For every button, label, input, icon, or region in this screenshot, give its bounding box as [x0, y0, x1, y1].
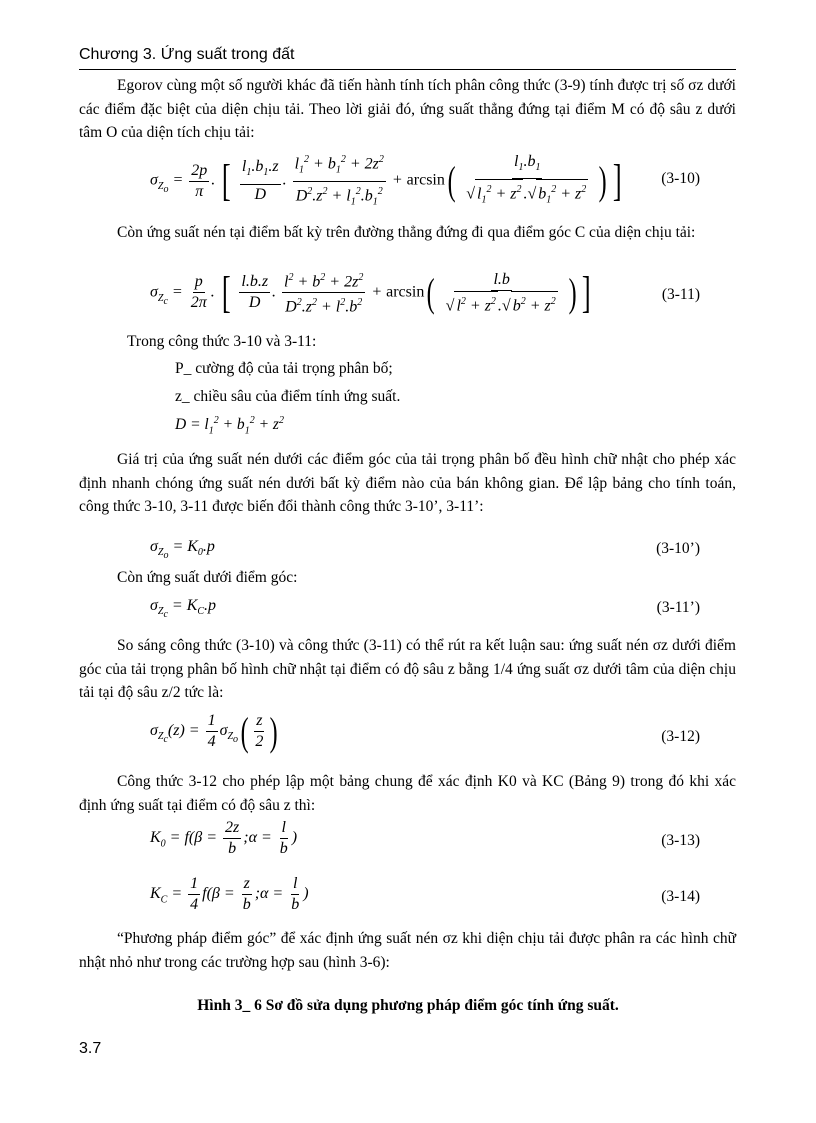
paragraph-8: “Phương pháp điểm góc” để xác định ứng suất nén σz khi diện chịu tải được phân ra các hình chữ nhật nhỏ như trong các trường hợp sau (hình 3-6): [79, 930, 736, 971]
list-item-z: z_ chiều sâu của điểm tính ứng suất. [175, 388, 401, 405]
chapter-header: Chương 3. Ứng suất trong đất [79, 46, 295, 63]
paragraph-1: Egorov cùng một số người khác đã tiến hành tính tích phân công thức (3-9) tính được trị số σz dưới các điểm đặc biệt của diện chịu tải. Theo lời giải đó, ứng suất thẳng đứng tại điểm M có độ sâu z dưới tâm O của diện tích chịu tải: [79, 77, 736, 141]
equation-D: $D = l_1^2 + b_1^2 + z^2$ [175, 415, 284, 437]
figure-caption: Hình 3_ 6 Sơ đồ sửa dụng phương pháp điểm góc tính ứng suất. [197, 997, 619, 1014]
equation-number-3-12: (3-12) [661, 728, 700, 745]
equation-number-3-11: (3-11) [661, 286, 700, 303]
equation-3-10: $\sigma_{Z_o}$ = $\frac{2p}{\pi}$ . [ $\frac{l_1.b_1.z}{D}$ . $\frac{l_1^2 + b_1^2 + 2z^2}{D^2.z^2 + l_1^2.b_1^2}$ + arcsin( $\frac{l_1.b_1}{√ l_1^2 + z^2 .√ b_1^2 + z^2}$ ) ] [150, 150, 710, 210]
equation-3-10-prime: $\sigma_{Z_o} = K_0.p$ [150, 538, 215, 562]
equation-3-14: $K_C$ = $\frac{1}{4}$ f(β = $\frac{z}{b}$ ;α = $\frac{l}{b}$ ) [150, 875, 309, 913]
paragraph-7: Công thức 3-12 cho phép lập một bảng chung để xác định K0 và KC (Bảng 9) trong đó khi xác định ứng suất tại điểm có độ sâu z thì: [79, 773, 736, 814]
equation-3-11-prime: $\sigma_{Z_c} = K_C.p$ [150, 597, 217, 621]
page-number: 3.7 [79, 1040, 102, 1057]
equation-3-12: $\sigma_{Z_c}(z)$ = $\frac{1}{4}$ $\sigma_{Z_o}$( $\frac{z}{2}$ ) [150, 708, 279, 754]
paragraph-2: Còn ứng suất nén tại điểm bất kỳ trên đường thẳng đứng đi qua điểm góc C của diện chịu tải: [117, 224, 696, 241]
equation-number-3-13: (3-13) [661, 832, 700, 849]
equation-number-3-11-prime: (3-11’) [656, 599, 700, 616]
list-item-p: P_ cường độ của tải trọng phân bố; [175, 360, 393, 377]
header-rule [79, 69, 736, 70]
equation-number-3-10: (3-10) [661, 170, 700, 187]
paragraph-4: Giá trị của ứng suất nén dưới các điểm góc của tải trọng phân bố đều hình chữ nhật cho phép xác định nhanh chóng ứng suất nén dưới bất kỳ điểm nào của bán không gian. Để lập bảng cho tính toán, công thức 3-10, 3-11 được biến đổi thành công thức 3-10’, 3-11’: [79, 451, 736, 515]
equation-number-3-14: (3-14) [661, 888, 700, 905]
paragraph-5: Còn ứng suất dưới điểm góc: [117, 569, 298, 586]
paragraph-3: Trong công thức 3-10 và 3-11: [127, 333, 317, 350]
equation-number-3-10-prime: (3-10’) [656, 540, 700, 557]
paragraph-6: So sáng công thức (3-10) và công thức (3-11) có thể rút ra kết luận sau: ứng suất nén σz dưới điểm góc của tải trọng phân bố hình chữ nhật tại điểm có độ sâu z bằng 1/4 ứng suất σz dưới tâm của diện chịu tải tại độ sâu z/2 tức là: [79, 637, 736, 701]
equation-3-11: $\sigma_{Z_c}$ = $\frac{p}{2\pi}$ . [ $\frac{l.b.z}{D}$ . $\frac{l^2 + b^2 + 2z^2}{D^2.z^2 + l^2.b^2}$ + arcsin( $\frac{l.b}{√ l^2 + z^2 .√ b^2 + z^2}$ ) ] [150, 267, 591, 317]
equation-3-13: $K_0 = f(\beta$ = $\frac{2z}{b}$ ;α = $\frac{l}{b}$ ) [150, 819, 298, 857]
